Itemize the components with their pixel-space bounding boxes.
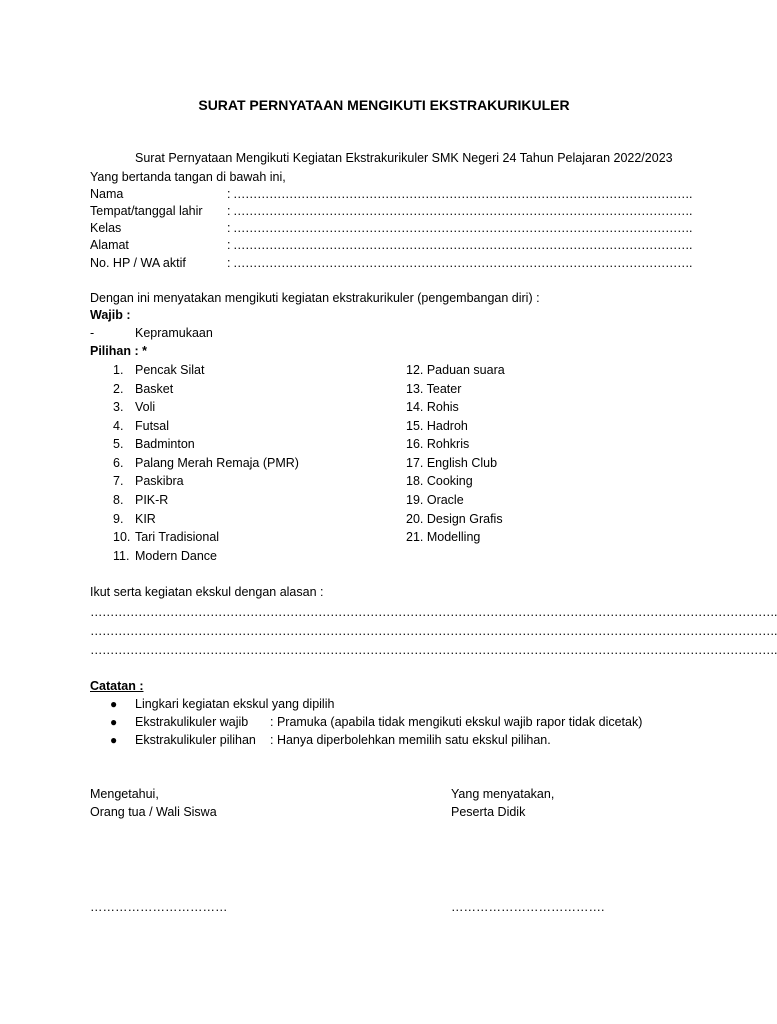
pilihan-heading: Pilihan : * bbox=[90, 344, 147, 358]
reason-line-3: ………………………………………………………………………………………………………………………………………………………. bbox=[90, 643, 777, 657]
wajib-dash: - bbox=[90, 326, 95, 340]
signature-right-line1: Yang menyatakan, bbox=[451, 787, 555, 801]
bullet-icon: ● bbox=[110, 697, 118, 711]
option-number: 1. bbox=[113, 363, 124, 377]
option-pik-r: PIK-R bbox=[135, 493, 169, 507]
field-label-nama: Nama bbox=[90, 187, 124, 201]
signature-left-line2: Orang tua / Wali Siswa bbox=[90, 805, 217, 819]
signature-right-line2: Peserta Didik bbox=[451, 805, 526, 819]
field-label-ttl: Tempat/tanggal lahir bbox=[90, 204, 203, 218]
option-number: 3. bbox=[113, 400, 124, 414]
field-label-kelas: Kelas bbox=[90, 221, 122, 235]
wajib-heading: Wajib : bbox=[90, 308, 131, 322]
option-modern-dance: Modern Dance bbox=[135, 549, 217, 563]
field-kelas-blank: : ……………………………………………………………………………………………………. bbox=[227, 221, 692, 235]
option-rohis: 14. Rohis bbox=[406, 400, 459, 414]
option-number: 6. bbox=[113, 456, 124, 470]
option-modelling: 21. Modelling bbox=[406, 530, 481, 544]
notes-heading: Catatan : bbox=[90, 679, 144, 693]
option-oracle: 19. Oracle bbox=[406, 493, 464, 507]
wajib-item: Kepramukaan bbox=[135, 326, 213, 340]
option-number: 7. bbox=[113, 474, 124, 488]
option-number: 9. bbox=[113, 512, 124, 526]
signature-left-blank: …………………………… bbox=[90, 900, 228, 914]
option-rohkris: 16. Rohkris bbox=[406, 437, 470, 451]
option-number: 8. bbox=[113, 493, 124, 507]
option-cooking: 18. Cooking bbox=[406, 474, 473, 488]
option-number: 2. bbox=[113, 382, 124, 396]
option-kir: KIR bbox=[135, 512, 156, 526]
reason-line-2: ………………………………………………………………………………………………………………………………………………………. bbox=[90, 624, 777, 638]
option-design-grafis: 20. Design Grafis bbox=[406, 512, 503, 526]
option-number: 10. bbox=[113, 530, 131, 544]
field-ttl-blank: : ……………………………………………………………………………………………………. bbox=[227, 204, 692, 218]
option-english-club: 17. English Club bbox=[406, 456, 498, 470]
reason-label: Ikut serta kegiatan ekskul dengan alasan : bbox=[90, 585, 324, 599]
note-item-detail: : Hanya diperbolehkan memilih satu ekskul pilihan. bbox=[270, 733, 551, 747]
signature-right-blank: ………………………………. bbox=[451, 900, 605, 914]
option-paskibra: Paskibra bbox=[135, 474, 184, 488]
field-label-hp: No. HP / WA aktif bbox=[90, 256, 186, 270]
note-item-label: Ekstrakulikuler wajib bbox=[135, 715, 249, 729]
option-futsal: Futsal bbox=[135, 419, 170, 433]
field-label-alamat: Alamat bbox=[90, 238, 129, 252]
bullet-icon: ● bbox=[110, 733, 118, 747]
note-item-detail: : Pramuka (apabila tidak mengikuti ekskul wajib rapor tidak dicetak) bbox=[270, 715, 643, 729]
option-paduan-suara: 12. Paduan suara bbox=[406, 363, 505, 377]
note-item-label: Ekstrakulikuler pilihan bbox=[135, 733, 256, 747]
option-hadroh: 15. Hadroh bbox=[406, 419, 468, 433]
field-alamat-blank: : ……………………………………………………………………………………………………. bbox=[227, 238, 692, 252]
option-number: 4. bbox=[113, 419, 124, 433]
note-item-label: Lingkari kegiatan ekskul yang dipilih bbox=[135, 697, 335, 711]
option-number: 5. bbox=[113, 437, 124, 451]
bullet-icon: ● bbox=[110, 715, 118, 729]
statement-text: Dengan ini menyatakan mengikuti kegiatan ekstrakurikuler (pengembangan diri) : bbox=[90, 291, 540, 305]
document-title: SURAT PERNYATAAN MENGIKUTI EKSTRAKURIKULER bbox=[198, 97, 570, 113]
signature-left-line1: Mengetahui, bbox=[90, 787, 159, 801]
option-pmr: Palang Merah Remaja (PMR) bbox=[135, 456, 299, 470]
reason-line-1: ………………………………………………………………………………………………………………………………………………………. bbox=[90, 605, 777, 619]
option-tari-tradisional: Tari Tradisional bbox=[135, 530, 220, 544]
option-teater: 13. Teater bbox=[406, 382, 462, 396]
field-nama-blank: : ……………………………………………………………………………………………………. bbox=[227, 187, 692, 201]
undersigned-text: Yang bertanda tangan di bawah ini, bbox=[90, 170, 286, 184]
intro-text: Surat Pernyataan Mengikuti Kegiatan Ekstrakurikuler SMK Negeri 24 Tahun Pelajaran 2022/2023 bbox=[135, 151, 673, 165]
option-basket: Basket bbox=[135, 382, 174, 396]
field-hp-blank: : ……………………………………………………………………………………………………. bbox=[227, 256, 692, 270]
option-badminton: Badminton bbox=[135, 437, 195, 451]
option-number: 11. bbox=[113, 549, 130, 563]
option-voli: Voli bbox=[135, 400, 156, 414]
option-pencak-silat: Pencak Silat bbox=[135, 363, 205, 377]
